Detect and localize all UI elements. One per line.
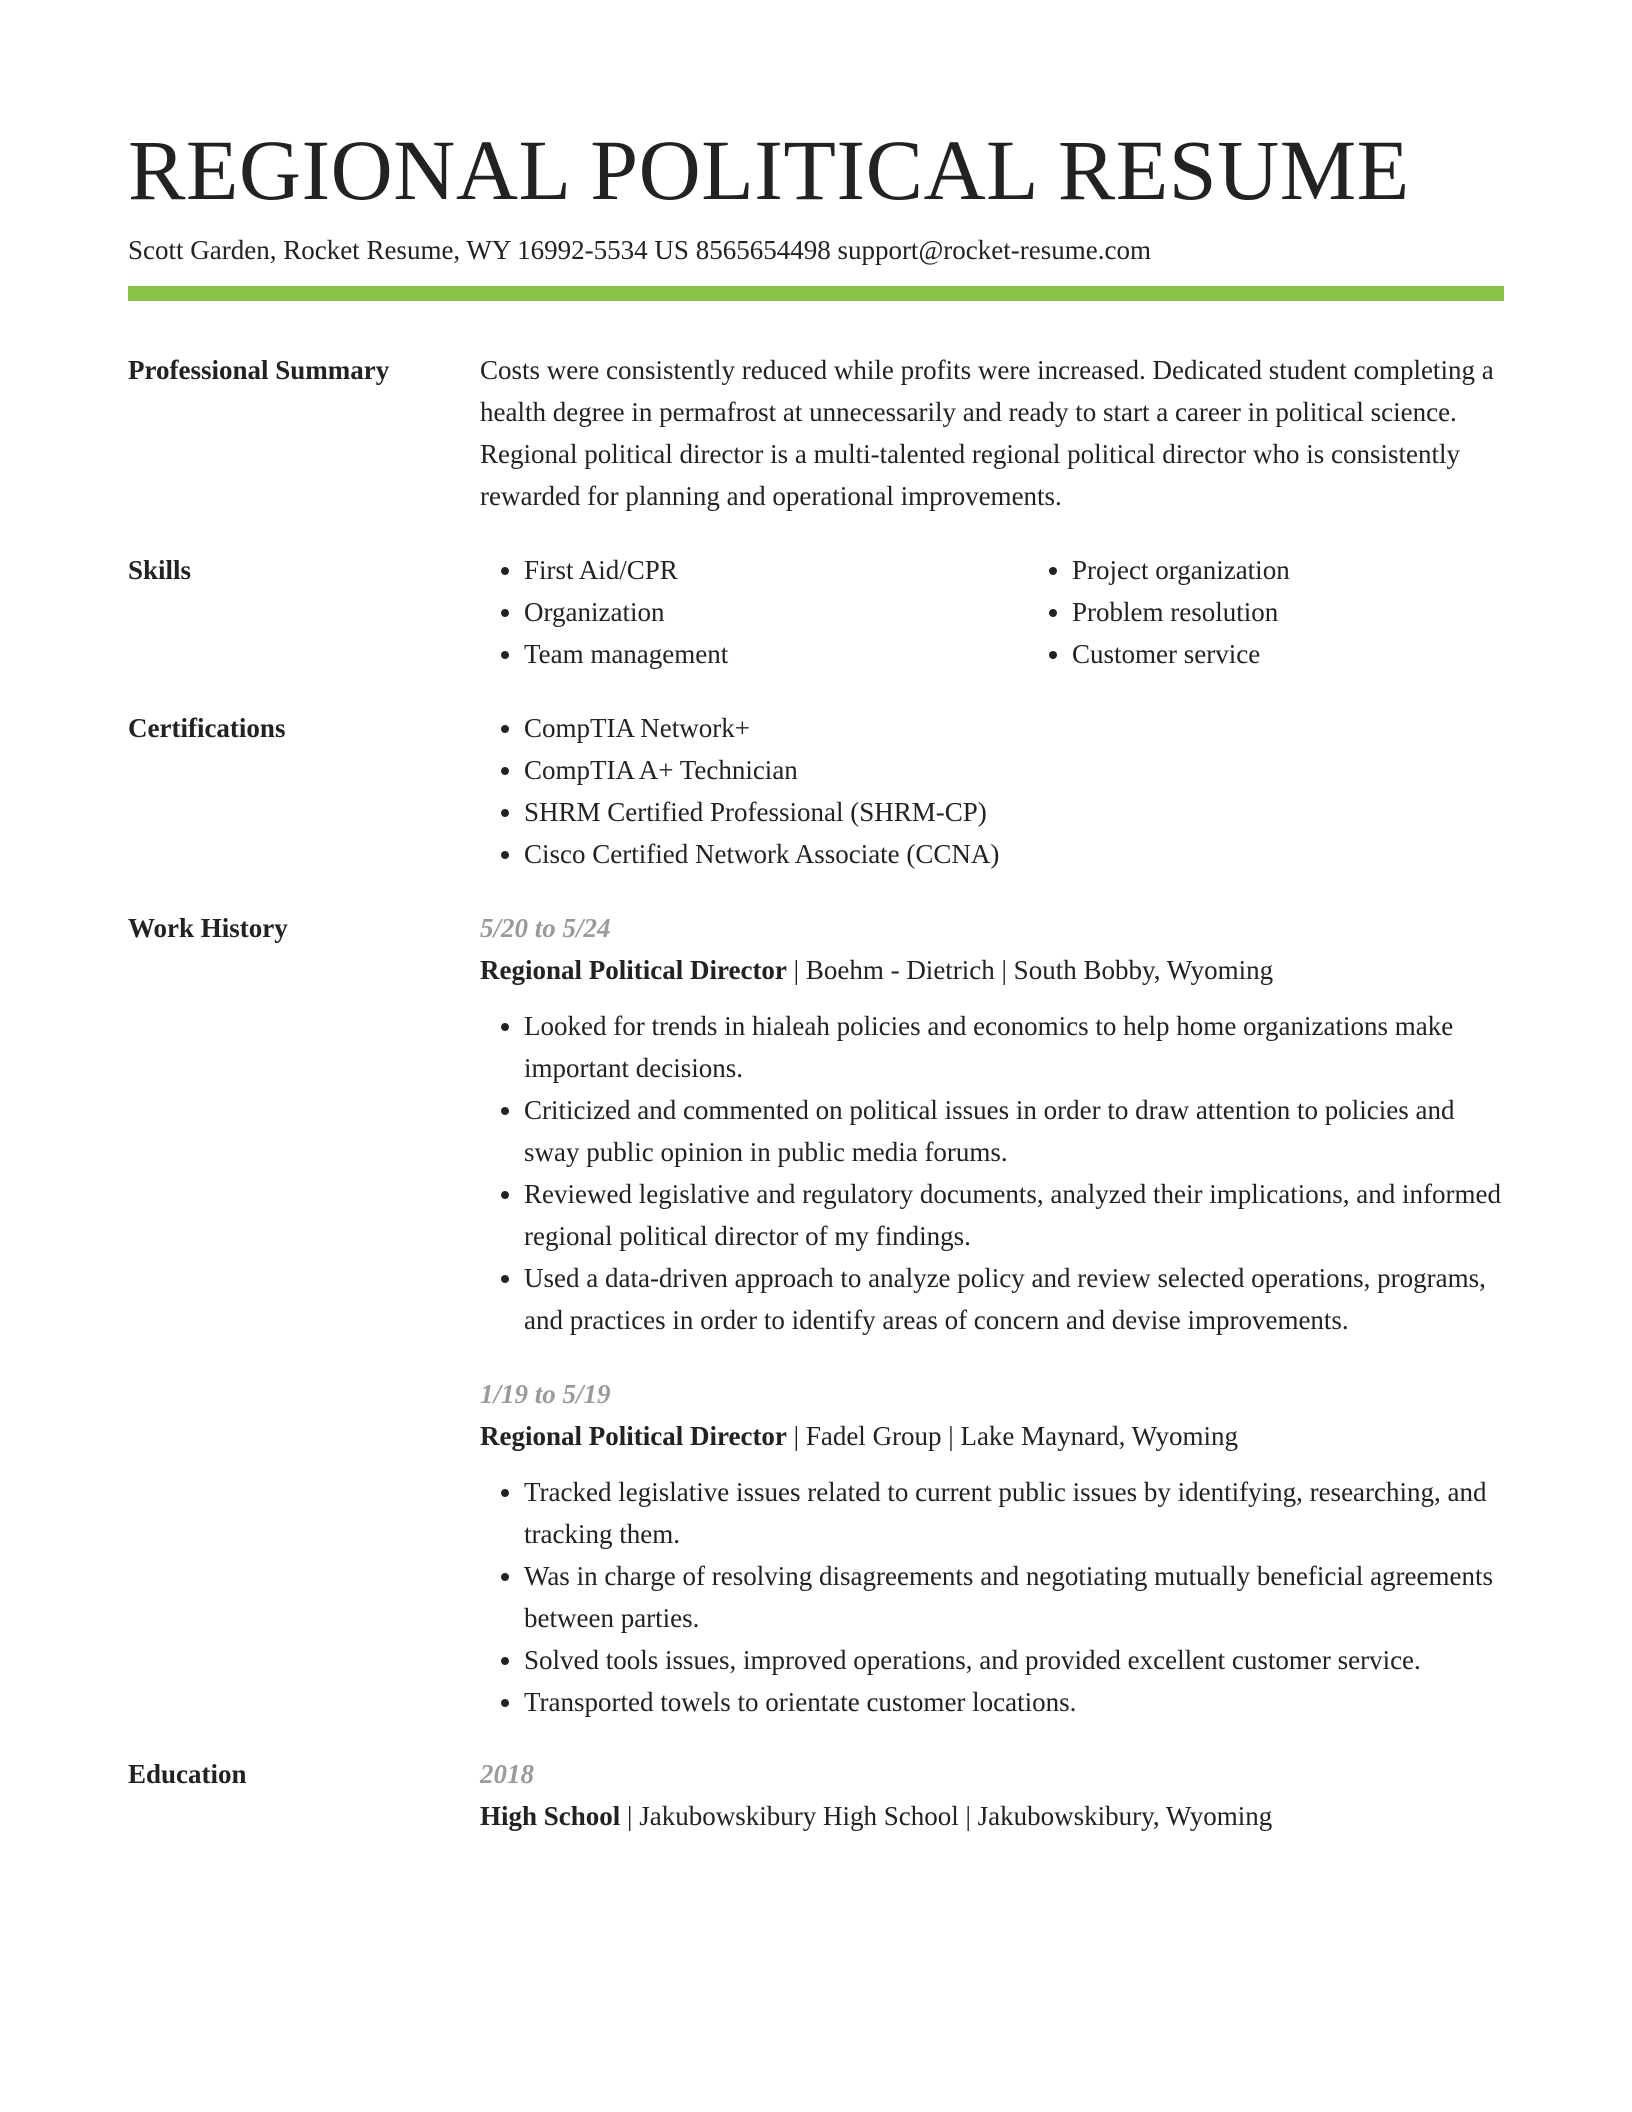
resume-title: REGIONAL POLITICAL RESUME [128, 122, 1410, 218]
education-year: 2018 [480, 1759, 534, 1789]
contact-phone: 8565654498 [695, 235, 831, 265]
contact-email: support@rocket-resume.com [837, 235, 1151, 265]
job-title: Regional Political Director [480, 955, 787, 985]
job-bullet: • Reviewed legislative and regulatory documents, analyzed their implications, and informed regional political director of my findings. [524, 1173, 1504, 1257]
summary-text: Costs were consistently reduced while profits were increased. Dedicated student completing a health degree in permafrost at unnecessarily and ready to start a career in political science. Regional political director is a multi-talented regional political director who is consistently rewarded for planning and operational improvements. [480, 355, 1494, 511]
skill-item: • Organization [524, 591, 1028, 633]
job-bullets [480, 1471, 1504, 1723]
section-label-education: Education [128, 1759, 247, 1789]
certification-item: • CompTIA Network+ [524, 707, 1504, 749]
skills-list-left [480, 549, 1028, 675]
job-heading [480, 949, 1504, 991]
skill-item: • Customer service [1072, 633, 1290, 675]
section-label-work: Work History [128, 913, 288, 943]
job-entry [480, 907, 1504, 1341]
job-details: | Fadel Group | Lake Maynard, Wyoming [786, 1421, 1239, 1451]
skills-list-right [1028, 549, 1290, 675]
section-label-skills: Skills [128, 555, 192, 585]
job-bullet: • Transported towels to orientate customer locations. [524, 1681, 1504, 1723]
resume-page [128, 118, 1504, 1837]
job-bullet: • Looked for trends in hialeah policies and economics to help home organizations make important decisions. [524, 1005, 1504, 1089]
job-details: | Boehm - Dietrich | South Bobby, Wyoming [786, 955, 1274, 985]
work-history-body [480, 907, 1504, 1723]
work-history-section [128, 907, 1504, 1723]
job-bullets [480, 1005, 1504, 1341]
contact-line [128, 232, 1504, 268]
job-bullet: • Tracked legislative issues related to current public issues by identifying, researching, and tracking them. [524, 1471, 1504, 1555]
education-section [128, 1753, 1504, 1837]
certification-item: • CompTIA A+ Technician [524, 749, 1504, 791]
education-details: | Jakubowskibury High School | Jakubowskibury, Wyoming [620, 1801, 1273, 1831]
certifications-list [480, 707, 1504, 875]
certifications-body [480, 707, 1504, 875]
job-dates: 5/20 to 5/24 [480, 913, 611, 943]
job-bullet: • Solved tools issues, improved operations, and provided excellent customer service. [524, 1639, 1504, 1681]
skill-item: • Team management [524, 633, 1028, 675]
skill-item: • First Aid/CPR [524, 549, 1028, 591]
education-degree: High School [480, 1801, 621, 1831]
header-divider [128, 286, 1504, 301]
job-bullet: • Used a data-driven approach to analyze policy and review selected operations, programs, and practices in order to identify areas of concern and devise improvements. [524, 1257, 1504, 1341]
job-title: Regional Political Director [480, 1421, 787, 1451]
education-body [480, 1753, 1504, 1837]
section-label-summary: Professional Summary [128, 355, 390, 385]
skills-columns [480, 549, 1504, 675]
section-label-certifications: Certifications [128, 713, 286, 743]
summary-section [128, 349, 1504, 517]
skill-item: • Problem resolution [1072, 591, 1290, 633]
job-dates: 1/19 to 5/19 [480, 1379, 611, 1409]
certifications-section [128, 707, 1504, 875]
skill-item: • Project organization [1072, 549, 1290, 591]
skills-section [128, 549, 1504, 675]
job-entry [480, 1373, 1504, 1723]
contact-address: Scott Garden, Rocket Resume, WY 16992-5534 US [128, 235, 689, 265]
job-heading [480, 1415, 1504, 1457]
education-heading [480, 1795, 1504, 1837]
certification-item: • SHRM Certified Professional (SHRM-CP) [524, 791, 1504, 833]
job-bullet: • Criticized and commented on political issues in order to draw attention to policies and sway public opinion in public media forums. [524, 1089, 1504, 1173]
job-bullet: • Was in charge of resolving disagreements and negotiating mutually beneficial agreements between parties. [524, 1555, 1504, 1639]
certification-item: • Cisco Certified Network Associate (CCNA) [524, 833, 1504, 875]
